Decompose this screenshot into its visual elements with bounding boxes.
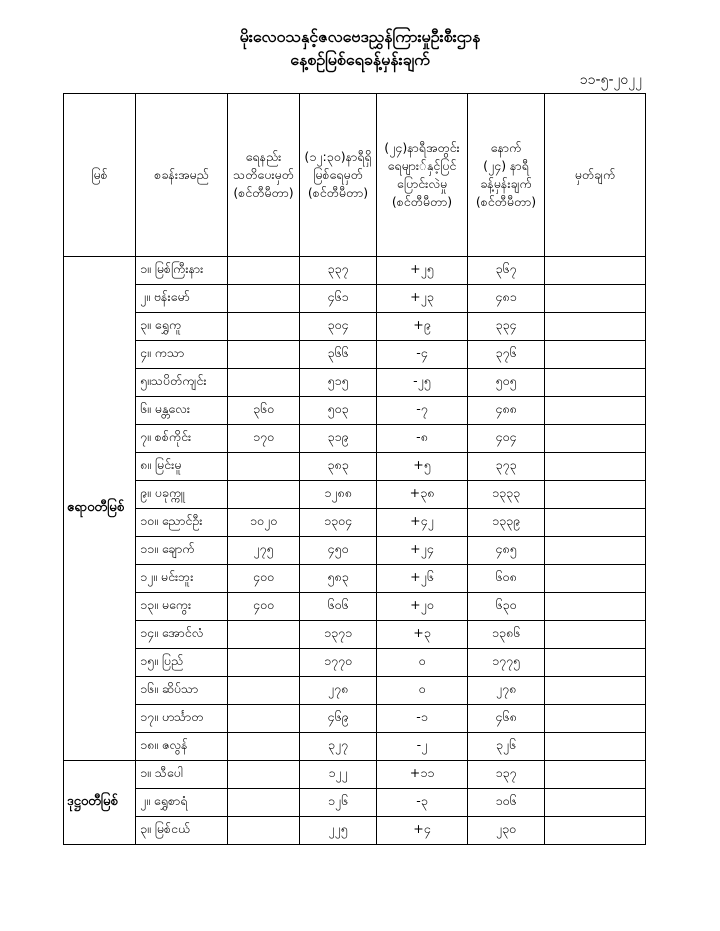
table-row (64, 649, 646, 677)
water-level: ၃၁၉ (300, 425, 377, 453)
report-title-forecast: နေ့စဉ်မြစ်ရေခန့်မှန်းချက် (290, 50, 430, 69)
station-name: ၁၇။ ဟင်္သာတ (136, 705, 228, 733)
level-change: +၂၆ (377, 565, 468, 593)
water-level: ၂၇၈ (300, 677, 377, 705)
column-header-line: မှတ်ချက် (574, 166, 616, 182)
warning-level (228, 817, 300, 845)
table-row (64, 369, 646, 397)
column-header (64, 94, 136, 257)
table-row (64, 733, 646, 761)
warning-level (228, 621, 300, 649)
remark (545, 369, 646, 397)
station-name: ၁။ သီပေါ (136, 761, 228, 789)
column-header (377, 94, 468, 257)
forecast-level: ၃၃၄ (468, 313, 545, 341)
forecast-level: ၆၀၈ (468, 565, 545, 593)
level-change: +၂၅ (377, 257, 468, 285)
warning-level (228, 341, 300, 369)
column-header-line: စခန်းအမည် (154, 166, 209, 182)
column-header (300, 94, 377, 257)
water-level: ၁၃၀၄ (300, 509, 377, 537)
table-row (64, 593, 646, 621)
table-row (64, 565, 646, 593)
station-name: ၃။ မြစ်ငယ် (136, 817, 228, 845)
level-change: +၁၁ (377, 761, 468, 789)
column-header (136, 94, 228, 257)
forecast-level: ၁၃၈၆ (468, 621, 545, 649)
column-header-line: သတိပေးမှတ် (233, 166, 294, 182)
table-row (64, 257, 646, 285)
water-level: ၁၃၇၁ (300, 621, 377, 649)
station-name: ၁၁။ ချောက် (136, 537, 228, 565)
remark (545, 621, 646, 649)
water-level: ၂၂၅ (300, 817, 377, 845)
remark (545, 341, 646, 369)
table-row (64, 341, 646, 369)
warning-level (228, 453, 300, 481)
level-change: +၂၃ (377, 285, 468, 313)
level-change: +၄၂ (377, 509, 468, 537)
station-name: ၈။ မြင်းမူ (136, 453, 228, 481)
remark (545, 817, 646, 845)
level-change: -၄ (377, 341, 468, 369)
level-change: -၂ (377, 733, 468, 761)
forecast-level: ၄၆၈ (468, 705, 545, 733)
water-level: ၄၆၉ (300, 705, 377, 733)
remark (545, 537, 646, 565)
report-date: ၁၁-၅-၂၀၂၂ (579, 72, 642, 88)
remark (545, 285, 646, 313)
remark (545, 593, 646, 621)
column-header-line: မြစ်ရေမှတ် (313, 166, 363, 182)
warning-level (228, 789, 300, 817)
station-name: ၆။ မန္တလေး (136, 397, 228, 425)
remark (545, 481, 646, 509)
forecast-level: ၁၃၇ (468, 761, 545, 789)
level-change: -၁ (377, 705, 468, 733)
level-change: +၅ (377, 453, 468, 481)
column-header-line: ပြောင်းလဲမှု (396, 176, 448, 191)
water-level: ၅၈၃ (300, 565, 377, 593)
station-name: ၁၅။ ပြည် (136, 649, 228, 677)
level-change: -၃ (377, 789, 468, 817)
level-change: ၀ (377, 649, 468, 677)
forecast-level: ၄၈၈ (468, 397, 545, 425)
forecast-level: ၃၆၇ (468, 257, 545, 285)
column-header-line: မြစ် (91, 166, 108, 182)
table-row (64, 817, 646, 845)
water-level: ၁၂၆ (300, 789, 377, 817)
forecast-level: ၁၀၆ (468, 789, 545, 817)
water-level: ၁၇၇၀ (300, 649, 377, 677)
level-change: -၂၅ (377, 369, 468, 397)
remark (545, 397, 646, 425)
water-level: ၁၂၂ (300, 761, 377, 789)
water-level: ၅၁၅ (300, 369, 377, 397)
table-row (64, 313, 646, 341)
warning-level (228, 257, 300, 285)
warning-level (228, 733, 300, 761)
water-level: ၃၈၃ (300, 453, 377, 481)
remark (545, 761, 646, 789)
level-change: -၈ (377, 425, 468, 453)
forecast-level: ၄၈၁ (468, 285, 545, 313)
warning-level: ၃၆၀ (228, 397, 300, 425)
water-level: ၄၅၀ (300, 537, 377, 565)
table-header-row (64, 94, 646, 257)
column-header-line: (စင်တီမီတာ) (391, 194, 453, 210)
station-name: ၁။ မြစ်ကြီးနား (136, 257, 228, 285)
column-header-line: ရေများ်နှင့်ပြင် (387, 157, 457, 173)
remark (545, 789, 646, 817)
column-header-line: ခန့်မှန်းချက် (480, 176, 532, 191)
warning-level (228, 285, 300, 313)
warning-level: ၁၀၂၀ (228, 509, 300, 537)
station-name: ၁၄။ အောင်လံ (136, 621, 228, 649)
column-header (228, 94, 300, 257)
column-header-line: ရေနည်း (245, 148, 282, 164)
station-name: ၂။ ရွှေစာရံ (136, 789, 228, 817)
table-row (64, 705, 646, 733)
forecast-level: ၂၇၈ (468, 677, 545, 705)
forecast-level: ၄၀၄ (468, 425, 545, 453)
forecast-level: ၄၈၅ (468, 537, 545, 565)
remark (545, 453, 646, 481)
warning-level (228, 761, 300, 789)
table-row (64, 789, 646, 817)
level-change: -၇ (377, 397, 468, 425)
table-row (64, 537, 646, 565)
water-level: ၄၆၁ (300, 285, 377, 313)
column-header-line: (၂၄)နာရီအတွင်း (384, 139, 460, 155)
water-level: ၃၃၇ (300, 257, 377, 285)
forecast-level: ၃၇၆ (468, 341, 545, 369)
remark (545, 313, 646, 341)
water-level: ၁၂၈၈ (300, 481, 377, 509)
column-header-line: (စင်တီမီတာ) (307, 185, 369, 201)
station-name: ၂။ ဗန်းမော် (136, 285, 228, 313)
column-header (545, 94, 646, 257)
remark (545, 565, 646, 593)
station-name: ၇။ စစ်ကိုင်း (136, 425, 228, 453)
column-header-line: (၂၄) နာရီ (483, 157, 529, 173)
remark (545, 649, 646, 677)
station-name: ၁၈။ ဇလွန် (136, 733, 228, 761)
warning-level: ၂၇၅ (228, 537, 300, 565)
forecast-level: ၃၇၃ (468, 453, 545, 481)
report-title-department: မိုးလေဝသနှင့်ဇလဗေဒညွှန်ကြားမှုဦးစီးဌာန (239, 27, 481, 46)
warning-level (228, 313, 300, 341)
table-row (64, 621, 646, 649)
level-change: +၂၄ (377, 537, 468, 565)
river-forecast-table (63, 93, 646, 845)
station-name: ၉။ ပခုက္ကူ (136, 481, 228, 509)
station-name: ၁၂။ မင်းဘူး (136, 565, 228, 593)
station-name: ၁၃။ မကွေး (136, 593, 228, 621)
warning-level (228, 481, 300, 509)
table-row (64, 677, 646, 705)
forecast-level: ၁၇၇၅ (468, 649, 545, 677)
warning-level: ၄၀၀ (228, 593, 300, 621)
column-header-line: နောက် (490, 139, 522, 155)
water-level: ၃၀၄ (300, 313, 377, 341)
forecast-level: ၅၀၅ (468, 369, 545, 397)
warning-level (228, 369, 300, 397)
warning-level: ၁၇၀ (228, 425, 300, 453)
remark (545, 705, 646, 733)
station-name: ၁၀။ ညောင်ဦး (136, 509, 228, 537)
river-name: ဒုဋ္ဌဝတီမြစ် (64, 761, 136, 845)
remark (545, 425, 646, 453)
station-name: ၃။ ရွှေကူ (136, 313, 228, 341)
table-row (64, 453, 646, 481)
warning-level (228, 677, 300, 705)
table-row (64, 425, 646, 453)
river-name: ဧရာဝတီမြစ် (64, 257, 136, 761)
table-row (64, 397, 646, 425)
level-change: +၉ (377, 313, 468, 341)
station-name: ၄။ ကသာ (136, 341, 228, 369)
level-change: +၄ (377, 817, 468, 845)
warning-level (228, 649, 300, 677)
table-row (64, 761, 646, 789)
level-change: +၂၀ (377, 593, 468, 621)
column-header-line: (၁၂:၃၀)နာရီရှိ (304, 148, 372, 164)
table-row (64, 481, 646, 509)
warning-level (228, 705, 300, 733)
column-header-line: (စင်တီမီတာ) (233, 185, 294, 201)
table-row (64, 509, 646, 537)
forecast-level: ၂၃၀ (468, 817, 545, 845)
water-level: ၃၆၆ (300, 341, 377, 369)
station-name: ၅။သပိတ်ကျင်း (136, 369, 228, 397)
forecast-level: ၁၃၃၉ (468, 509, 545, 537)
column-header-line: (စင်တီမီတာ) (475, 194, 537, 210)
forecast-level: ၆၃၀ (468, 593, 545, 621)
level-change: +၃၈ (377, 481, 468, 509)
column-header (468, 94, 545, 257)
level-change: +၃ (377, 621, 468, 649)
water-level: ၅၀၃ (300, 397, 377, 425)
forecast-level: ၃၂၆ (468, 733, 545, 761)
forecast-level: ၁၃၃၃ (468, 481, 545, 509)
water-level: ၃၂၇ (300, 733, 377, 761)
table-row (64, 285, 646, 313)
remark (545, 677, 646, 705)
remark (545, 257, 646, 285)
warning-level: ၄၀၀ (228, 565, 300, 593)
station-name: ၁၆။ ဆိပ်သာ (136, 677, 228, 705)
remark (545, 509, 646, 537)
water-level: ၆၀၆ (300, 593, 377, 621)
remark (545, 733, 646, 761)
level-change: ၀ (377, 677, 468, 705)
